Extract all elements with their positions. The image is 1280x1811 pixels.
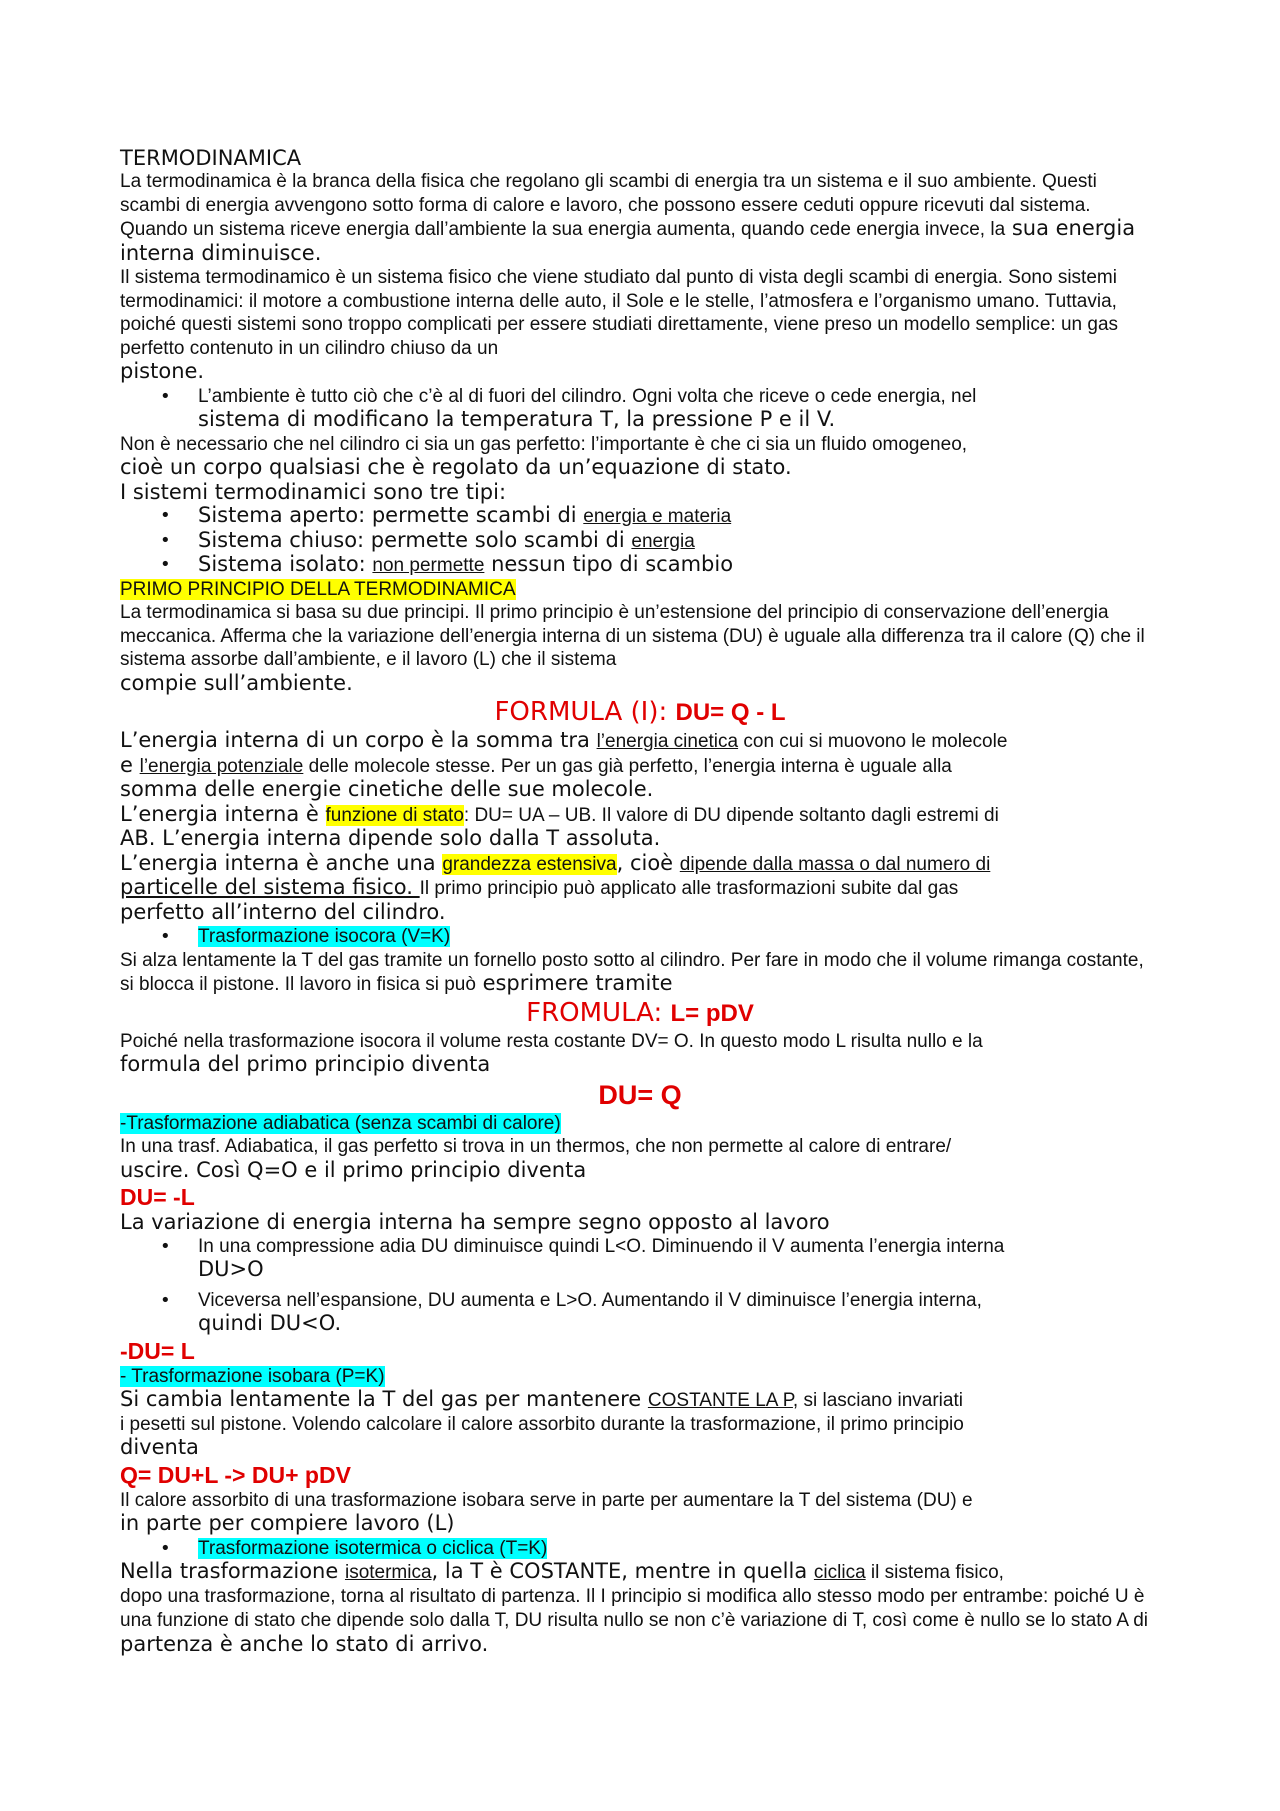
primo-paragraph: La termodinamica si basa su due principi. Il primo principio è un’estensione del principio di conservazione dell’energia meccanica. Afferma che la variazione dell’energia interna di un sistema (DU) è uguale alla differenza tra il calore (Q) che il sistema assorbe dall’ambiente, e il lavoro (L) che il sistema compie sull’ambiente. [120, 602, 1145, 695]
list-item: • Sistema chiuso: permette solo scambi di energia [120, 529, 1160, 554]
isobara-heading: - Trasformazione isobara (P=K) [120, 1365, 385, 1387]
energia-paragraph-2: L’energia interna è funzione di stato: DU= UA – UB. Il valore di DU dipende soltanto dagli estremi di AB. L’energia interna dipende solo dalla T assoluta. [120, 801, 999, 850]
adiabatica-segno: La variazione di energia interna ha sempre segno opposto al lavoro [120, 1210, 830, 1234]
ambiente-list [120, 385, 1160, 433]
primo-heading: PRIMO PRINCIPIO DELLA TERMODINAMICA [120, 578, 516, 600]
isocora-list [120, 925, 1160, 949]
formula-primo-principio: FORMULA (I): DU= Q - L [494, 697, 786, 727]
formula-lavoro: FROMULA: L= pDV [526, 997, 754, 1028]
isobara-paragraph-2: Il calore assorbito di una trasformazione isobara serve in parte per aumentare la T del sistema (DU) e in parte per compiere lavoro (L) [120, 1489, 973, 1535]
isotermica-list [120, 1537, 1160, 1561]
document-page [120, 146, 1160, 1657]
formula-adiabatica: DU= -L [120, 1184, 195, 1210]
adiabatica-heading: -Trasformazione adiabatica (senza scambi di calore) [120, 1112, 561, 1134]
list-item: • Sistema isolato: non permette nessun tipo di scambio [120, 553, 1160, 578]
formula-isobara: Q= DU+L -> DU+ pDV [120, 1461, 351, 1488]
isocora-paragraph-2: Poiché nella trasformazione isocora il volume resta costante DV= O. In questo modo L risulta nullo e la formula del primo principio diventa [120, 1030, 983, 1076]
tipi-list [120, 504, 1160, 578]
tipi-intro: I sistemi termodinamici sono tre tipi: [120, 479, 507, 504]
list-item: • L’ambiente è tutto ciò che c’è al di fuori del cilindro. Ogni volta che riceve o cede energia, nel sistema di modificano la temperatura T, la pressione P e il V. [120, 385, 1160, 433]
list-item: • Sistema aperto: permette scambi di energia e materia [120, 504, 1160, 529]
energia-paragraph-3: L’energia interna è anche una grandezza estensiva, cioè dipende dalla massa o dal numero di particelle del sistema fisico. Il primo principio può applicato alle trasformazioni subite dal gas perfetto all’interno del cilindro. [120, 850, 991, 924]
list-item: • Trasformazione isocora (V=K) [120, 925, 1160, 949]
adiabatica-list [120, 1235, 1160, 1337]
isocora-paragraph: Si alza lentamente la T del gas tramite un fornello posto sotto al cilindro. Per fare in modo che il volume rimanga costante, si blocca il pistone. Il lavoro in fisica si può esprimere tramite [120, 949, 1144, 995]
fluido-paragraph: Non è necessario che nel cilindro ci sia un gas perfetto: l’importante è che ci sia un fluido omogeneo, cioè un corpo qualsiasi che è regolato da un’equazione di stato. [120, 433, 968, 479]
formula-adiabatica-2: -DU= L [120, 1337, 195, 1364]
formula-isocora: DU= Q [598, 1079, 682, 1110]
energia-paragraph-1: L’energia interna di un corpo è la somma tra l’energia cinetica con cui si muovono le molecole e l’energia potenziale delle molecole stesse. Per un gas già perfetto, l’energia interna è uguale alla somma delle energie cinetiche delle sue molecole. [120, 728, 1008, 801]
list-item: • In una compressione adia DU diminuisce quindi L<O. Diminuendo il V aumenta l’energia interna DU>O [120, 1235, 1160, 1283]
list-item: • Viceversa nell’espansione, DU aumenta e L>O. Aumentando il V diminuisce l’energia interna, quindi DU<O. [120, 1289, 1160, 1337]
intro-paragraph-1: La termodinamica è la branca della fisica che regolano gli scambi di energia tra un sistema e il suo ambiente. Questi scambi di energia avvengono sotto forma di calore e lavoro, che possono essere ceduti oppure ricevuti dal sistema. Quando un sistema riceve energia dall’ambiente la sua energia aumenta, quando cede energia invece, la sua energia interna diminuisce. [120, 171, 1136, 265]
isobara-paragraph: Si cambia lentamente la T del gas per mantenere COSTANTE LA P, si lasciano invariati i pesetti sul pistone. Volendo calcolare il calore assorbito durante la trasformazione, il primo principio diventa [120, 1387, 964, 1459]
document-title: TERMODINAMICA [120, 146, 302, 170]
intro-paragraph-2: Il sistema termodinamico è un sistema fisico che viene studiato dal punto di vista degli scambi di energia. Sono sistemi termodinamici: il motore a combustione interna delle auto, il Sole e le stelle, l’atmosfera e l’organismo umano. Tuttavia, poiché questi sistemi sono troppo complicati per essere studiati direttamente, viene preso un modello semplice: un gas perfetto contenuto in un cilindro chiuso da un pistone. [120, 267, 1119, 383]
adiabatica-paragraph: In una trasf. Adiabatica, il gas perfetto si trova in un thermos, che non permette al calore di entrare/ uscire. Così Q=O e il primo principio diventa [120, 1136, 952, 1182]
list-item: • Trasformazione isotermica o ciclica (T=K) [120, 1537, 1160, 1561]
isotermica-paragraph: Nella trasformazione isotermica, la T è COSTANTE, mentre in quella ciclica il sistema fisico, dopo una trasformazione, torna al risultato di partenza. Il I principio si modifica allo stesso modo per entrambe: poiché U è una funzione di stato che dipende solo dalla T, DU risulta nullo se non c’è variazione di T, così come è nullo se lo stato A di partenza è anche lo stato di arrivo. [120, 1559, 1149, 1656]
